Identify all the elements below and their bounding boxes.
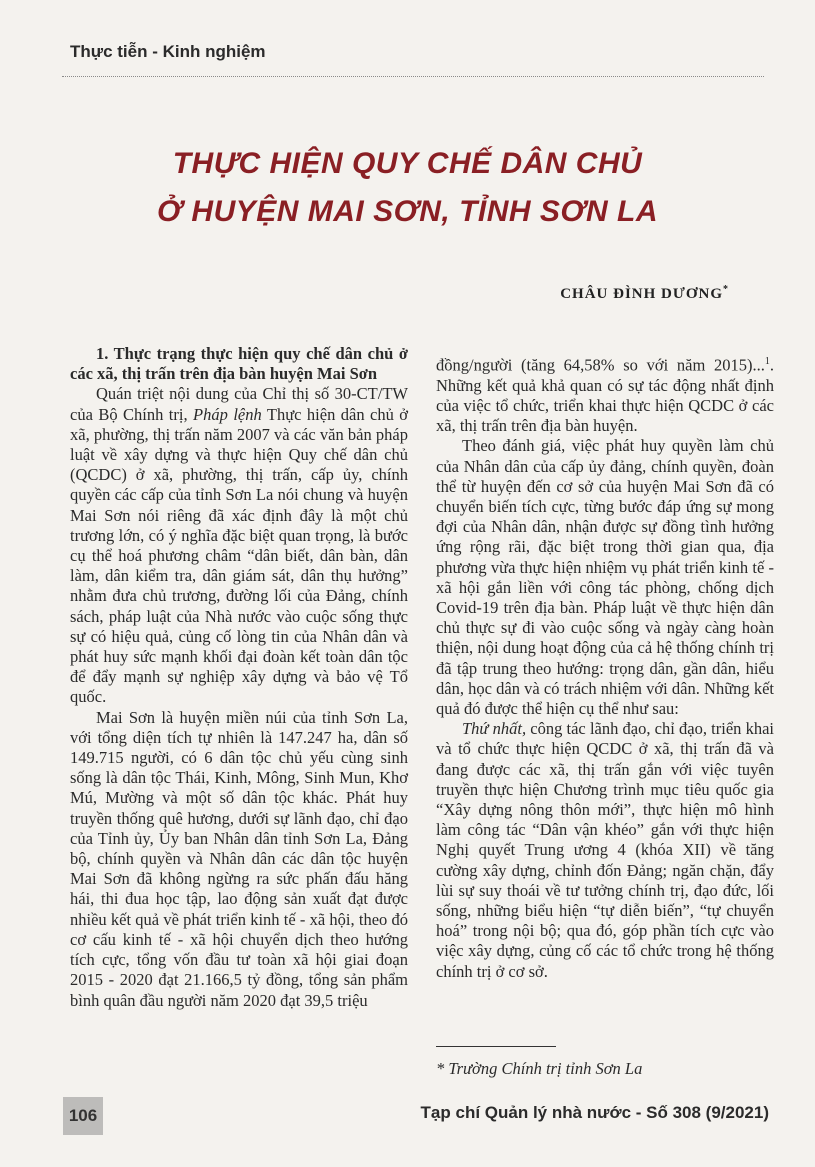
author-text: CHÂU ĐÌNH DƯƠNG (560, 286, 723, 302)
paragraph (70, 384, 408, 707)
paragraph: Theo đánh giá, việc phát huy quyền làm chủ của Nhân dân của cấp ủy đảng, chính quyền, đoàn thể từ huyện đến cơ sở của huyện Mai Sơn đã có chuyển biến tích cực, từng bước đáp ứng sự mong đợi của Nhân dân, nhận được sự đồng tình hưởng ứng rộng rãi, đặc biệt trong thời gian qua, địa phương vừa thực hiện nhiệm vụ phát triển kinh tế - xã hội gắn liền với công tác phòng, chống dịch Covid-19 trên địa bàn. Pháp luật về thực hiện dân chủ thực sự đi vào cuộc sống và ngày càng hoàn thiện, nội dung hoạt động của cả hệ thống chính trị đã tập trung theo hướng: trọng dân, gần dân, hiểu dân, học dân và có trách nhiệm với dân. Những kết quả đó được thể hiện cụ thể như sau: (436, 436, 774, 718)
journal-footer: Tạp chí Quản lý nhà nước - Số 308 (9/2021) (420, 1103, 769, 1122)
paragraph-italic: Pháp lệnh (193, 404, 262, 424)
paragraph (436, 719, 774, 982)
right-column (436, 352, 774, 982)
section-heading: 1. Thực trạng thực hiện quy chế dân chủ ở các xã, thị trấn trên địa bàn huyện Mai Sơn (70, 344, 408, 384)
paragraph (436, 352, 774, 436)
left-column (70, 344, 408, 1011)
footnote-divider (436, 1046, 556, 1047)
paragraph-text: Quán triệt nội dung của Chỉ thị số 30-CT/TW của Bộ Chính trị, (70, 384, 408, 424)
author-footnote-mark: * (723, 284, 729, 295)
author-name (560, 284, 729, 303)
page-number: 106 (63, 1097, 103, 1135)
section-label: Thực tiễn - Kinh nghiệm (70, 42, 266, 61)
article-title (60, 140, 755, 236)
paragraph-text: công tác lãnh đạo, chỉ đạo, triển khai và tổ chức thực hiện QCDC ở xã, thị trấn đã và đang được các xã, thị trấn gắn với việc tuyên truyền thực hiện Chương trình mục tiêu quốc gia “Xây dựng nông thôn mới”, thực hiện mô hình làm công tác “Dân vận khéo” gắn với thực hiện Nghị quyết Trung ương 4 (khóa XII) về tăng cường xây dựng, chỉnh đốn Đảng; ngăn chặn, đẩy lùi sự suy thoái về tư tưởng chính trị, đạo đức, lối sống, những biểu hiện “tự diễn biến”, “tự chuyển hoá” trong nội bộ; qua đó, góp phần tích cực vào việc xây dựng, củng cố các tổ chức trong hệ thống chính trị ở cơ sở. (436, 719, 774, 981)
header-divider (62, 76, 764, 77)
footnote: * Trường Chính trị tỉnh Sơn La (436, 1059, 643, 1078)
paragraph: Mai Sơn là huyện miền núi của tỉnh Sơn La, với tổng diện tích tự nhiên là 147.247 ha, dân số 149.715 người, có 6 dân tộc chủ yếu cùng sinh sống là dân tộc Thái, Kinh, Mông, Sinh Mun, Khơ Mú, Mường và một số dân tộc khác. Phát huy truyền thống quê hương, dưới sự lãnh đạo, chỉ đạo của Tỉnh ủy, Ủy ban Nhân dân tỉnh Sơn La, Đảng bộ, chính quyền và Nhân dân các dân tộc huyện Mai Sơn đã không ngừng ra sức phấn đấu hăng hái, thi đua học tập, lao động sản xuất đạt được nhiều kết quả về phát triển kinh tế - xã hội, theo đó cơ cấu kinh tế - xã hội chuyển dịch theo hướng tích cực, tổng vốn đầu tư toàn xã hội giai đoạn 2015 - 2020 đạt 21.166,5 tỷ đồng, tổng sản phẩm bình quân đầu người năm 2020 đạt 39,5 triệu (70, 707, 408, 1010)
paragraph-text: . Những kết quả khả quan có sự tác động nhất định của việc tổ chức, triển khai thực hiện QCDC ở các xã, thị trấn trên địa bàn huyện. (436, 355, 774, 436)
reference-mark: 1 (764, 356, 770, 367)
title-line-1: THỰC HIỆN QUY CHẾ DÂN CHỦ (172, 147, 643, 180)
paragraph-italic: Thứ nhất, (462, 719, 527, 739)
title-line-2: Ở HUYỆN MAI SƠN, TỈNH SƠN LA (156, 195, 659, 228)
paragraph-text: Thực hiện dân chủ ở xã, phường, thị trấn năm 2007 và các văn bản pháp luật về xây dựng và thực hiện Quy chế dân chủ (QCDC) ở xã, phường, thị trấn, cấp ủy, chính quyền các cấp của tỉnh Sơn La nói chung và huyện Mai Sơn nói riêng đã xác định đây là một chủ trương lớn, có ý nghĩa đặc biệt quan trọng, là bước cụ thể hoá phương châm “dân biết, dân bàn, dân làm, dân kiểm tra, dân giám sát, dân thụ hưởng” nhằm đưa chủ trương, đường lối của Đảng, chính sách, pháp luật của Nhà nước vào cuộc sống thực sự có hiệu quả, củng cố lòng tin của Nhân dân và phát huy sức mạnh khối đại đoàn kết toàn dân tộc để đẩy mạnh sự nghiệp xây dựng và bảo vệ Tổ quốc. (70, 404, 409, 707)
paragraph-text: đồng/người (tăng 64,58% so với năm 2015)... (436, 355, 765, 375)
